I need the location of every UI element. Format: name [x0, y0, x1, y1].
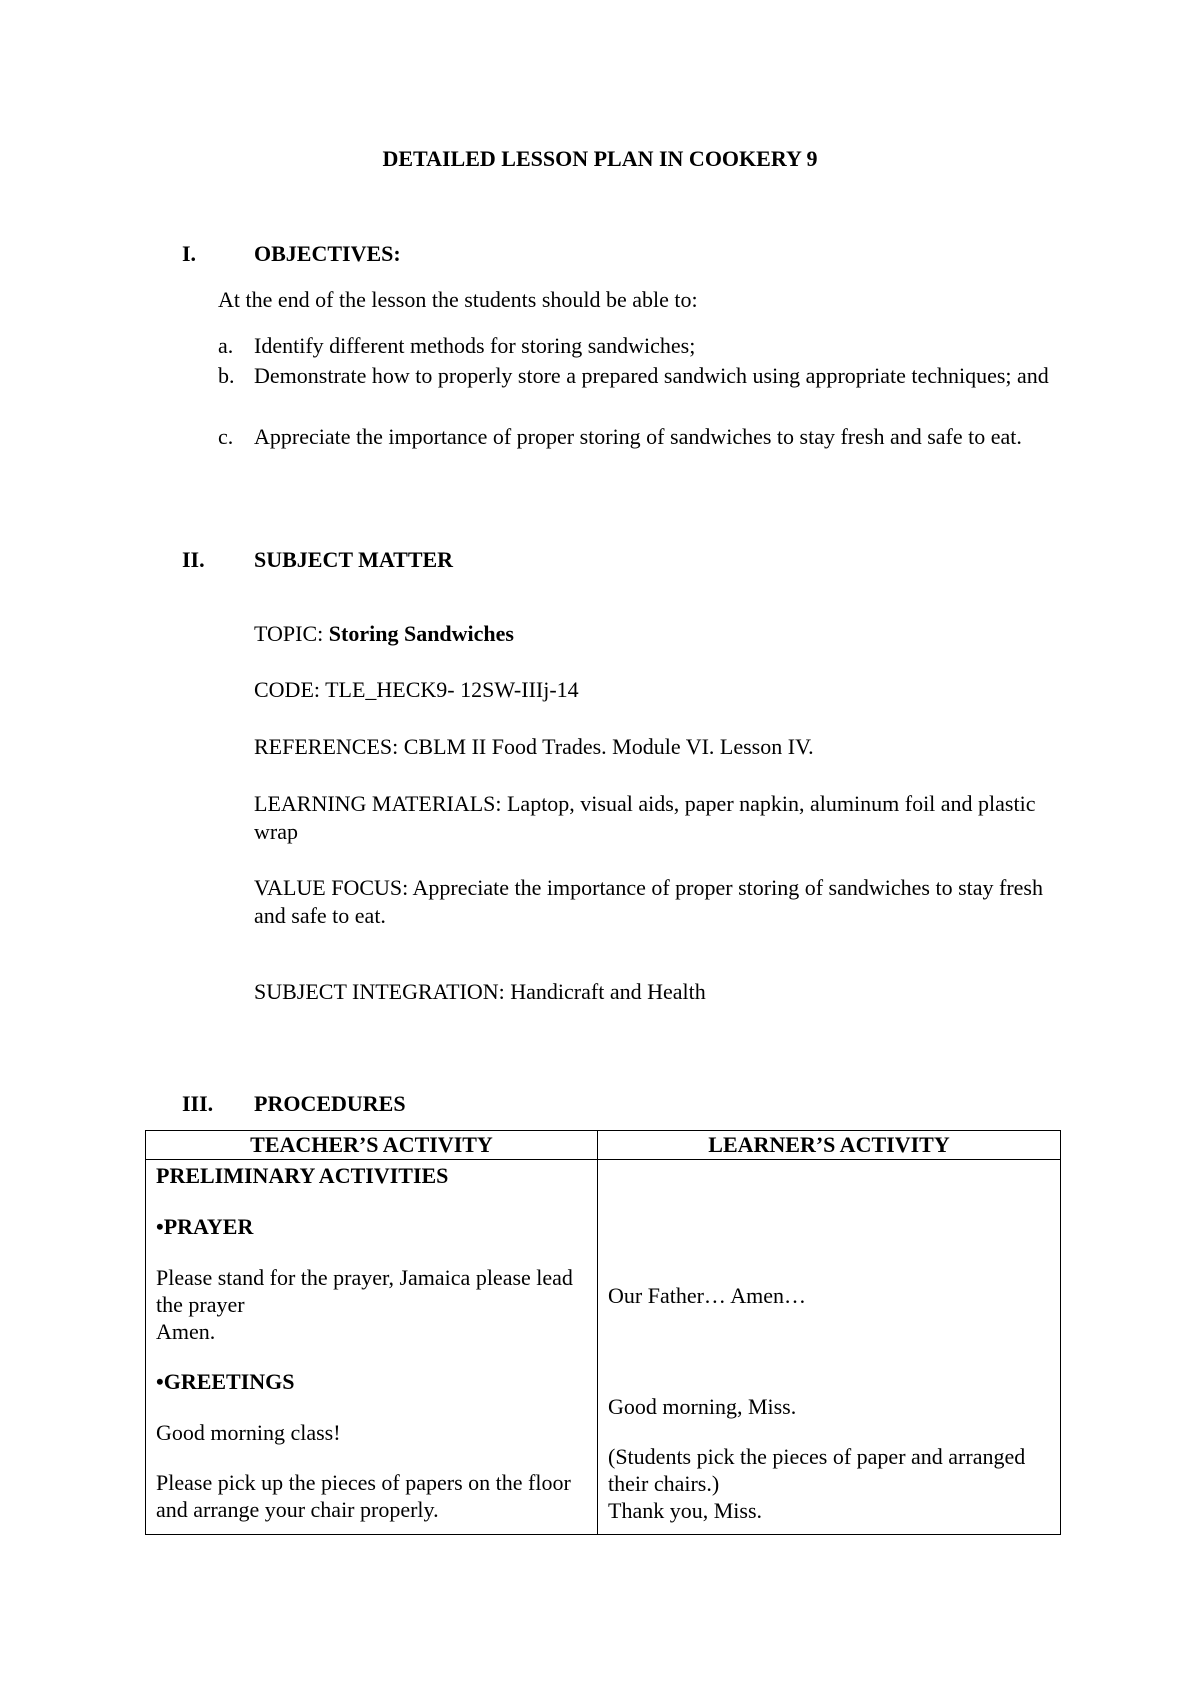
section-heading-procedures: PROCEDURES — [254, 1091, 406, 1116]
objective-letter: b. — [218, 363, 235, 388]
topic-line — [254, 621, 514, 647]
objective-letter: a. — [218, 333, 234, 358]
code-line: CODE: TLE_HECK9- 12SW-IIIj-14 — [254, 677, 579, 702]
topic-value: Storing Sandwiches — [328, 621, 514, 646]
table-row — [146, 1160, 1061, 1535]
objective-item — [218, 422, 1068, 452]
greetings-text: Good morning class! — [156, 1420, 341, 1445]
prayer-instruction: Please stand for the prayer, Jamaica please lead the prayer — [156, 1265, 573, 1317]
objective-item — [218, 361, 1068, 391]
objective-text: Identify different methods for storing sandwiches; — [254, 333, 696, 358]
value-focus-line: VALUE FOCUS: Appreciate the importance of proper storing of sandwiches to stay fresh and safe to eat. — [254, 875, 1043, 928]
prayer-heading: •PRAYER — [156, 1214, 254, 1239]
thanks-response: Thank you, Miss. — [608, 1498, 762, 1523]
objective-letter: c. — [218, 424, 234, 449]
procedures-table — [145, 1130, 1061, 1535]
objectives-intro: At the end of the lesson the students should be able to: — [218, 287, 698, 312]
materials-line: LEARNING MATERIALS: Laptop, visual aids, paper napkin, aluminum foil and plastic wrap — [254, 791, 1036, 844]
prayer-response: Our Father… Amen… — [608, 1283, 806, 1308]
greeting-response: Good morning, Miss. — [608, 1394, 797, 1419]
section-number-procedures: III. — [182, 1091, 214, 1116]
preliminary-heading: PRELIMINARY ACTIVITIES — [156, 1163, 449, 1188]
document-title: DETAILED LESSON PLAN IN COOKERY 9 — [382, 146, 818, 171]
section-heading-subject-matter: SUBJECT MATTER — [254, 547, 454, 572]
prayer-amen: Amen. — [156, 1319, 216, 1344]
column-header-learner: LEARNER’S ACTIVITY — [598, 1131, 1061, 1160]
learner-activity-cell — [598, 1160, 1061, 1535]
integration-line: SUBJECT INTEGRATION: Handicraft and Health — [254, 979, 706, 1004]
objective-text: Appreciate the importance of proper storing of sandwiches to stay fresh and safe to eat. — [254, 424, 1022, 449]
greetings-heading: •GREETINGS — [156, 1369, 295, 1394]
section-number-subject-matter: II. — [182, 547, 205, 572]
objective-item — [218, 331, 1068, 361]
topic-label: TOPIC: — [254, 621, 329, 646]
section-number-objectives: I. — [182, 241, 197, 266]
table-header-row — [146, 1131, 1061, 1160]
teacher-activity-cell — [146, 1160, 598, 1535]
student-action: (Students pick the pieces of paper and arranged their chairs.) — [608, 1444, 1026, 1496]
section-heading-objectives: OBJECTIVES: — [254, 241, 401, 266]
column-header-teacher: TEACHER’S ACTIVITY — [146, 1131, 598, 1160]
classroom-instruction: Please pick up the pieces of papers on the floor and arrange your chair properly. — [156, 1470, 571, 1522]
objective-text: Demonstrate how to properly store a prepared sandwich using appropriate techniques; and — [254, 363, 1049, 388]
references-line: REFERENCES: CBLM II Food Trades. Module VI. Lesson IV. — [254, 734, 814, 759]
